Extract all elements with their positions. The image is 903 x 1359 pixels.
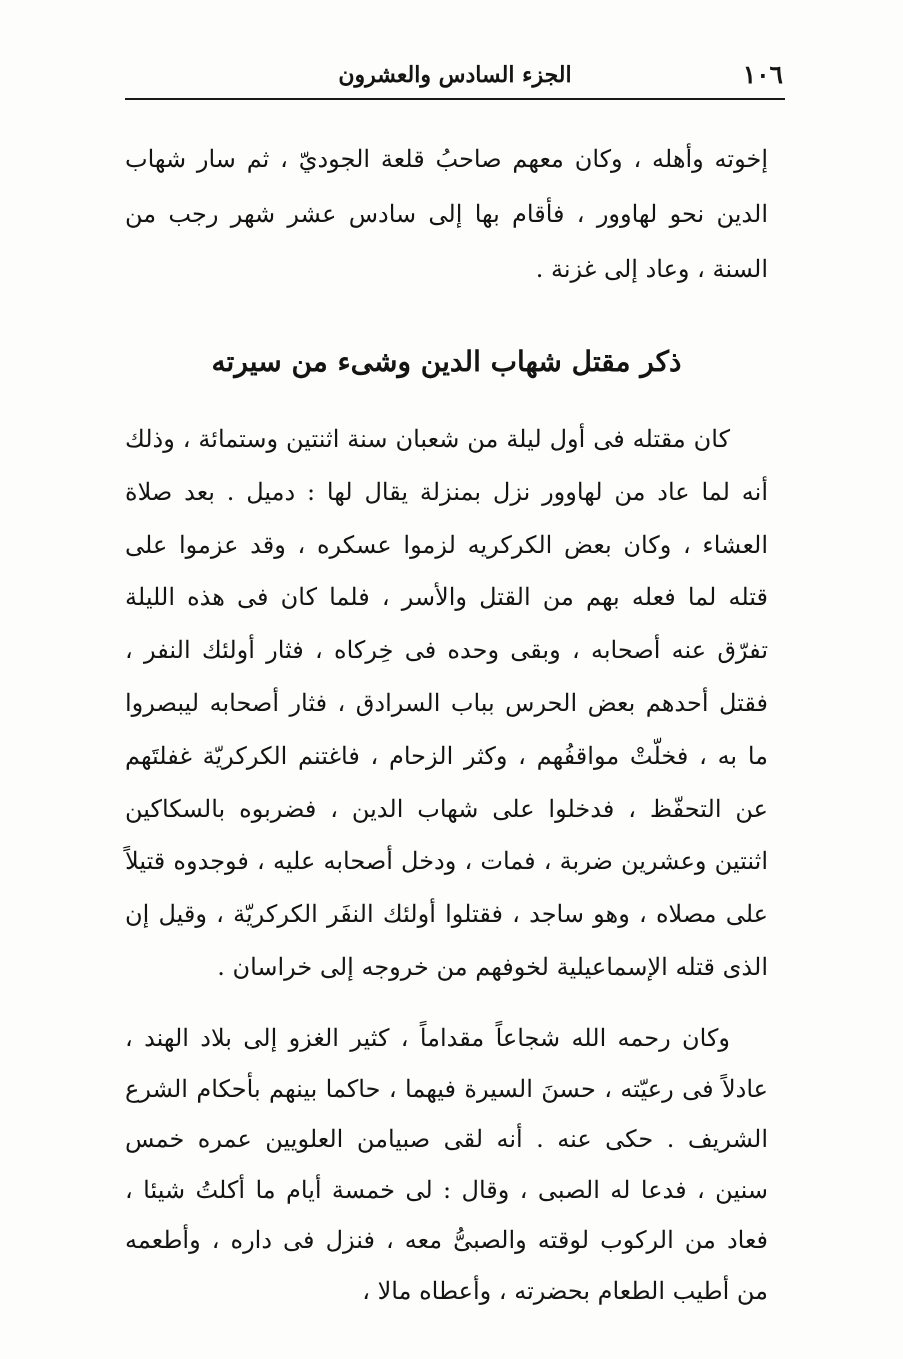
paragraph-death-account: كان مقتله فى أول ليلة من شعبان سنة اثنتين وستمائة ، وذلك أنه لما عاد من لهاوور نزل بمنزلة يقال لها : دميل . بعد صلاة العشاء ، وكان بعض الكركريه لزموا عسكره ، وقد عزموا على قتله لما فعله بهم من القتل والأسر ، فلما كان فى هذه الليلة تفرّق عنه أصحابه ، وبقى وحده فى خِركاه ، فثار أولئك النفر ، فقتل أحدهم بعض الحرس بباب السرادق ، فثار أصحابه ليبصروا ما به ، فخلّتْ مواقفُهم ، وكثر الزحام ، فاغتنم الكركريّة غفلتَهم عن التحفّظ ، فدخلوا على شهاب الدين ، فضربوه بالسكاكين اثنتين وعشرين ضربة ، فمات ، ودخل أصحابه عليه ، فوجدوه قتيلاً على مصلاه ، وهو ساجد ، فقتلوا أولئك النفَر الكركريّة ، وقيل إن الذى قتله الإسماعيلية لخوفهم من خروجه إلى خراسان . [125, 425, 769, 981]
page-number: ١٠٦ [742, 60, 783, 89]
paragraph-character: وكان رحمه الله شجاعاً مقداماً ، كثير الغزو إلى بلاد الهند ، عادلاً فى رعيّته ، حسنَ السيرة فيهما ، حاكما بينهم بأحكام الشرع الشريف . حكى عنه . أنه لقى صبيامن العلويين عمره خمس سنين ، فدعا له الصبى ، وقال : لى خمسة أيام ما أكلتُ شيئا ، فعاد من الركوب لوقته والصبىُّ معه ، فنزل فى داره ، وأطعمه من أطيب الطعام بحضرته ، وأعطاه مالا ، [125, 1024, 768, 1305]
section-heading: ذكر مقتل شهاب الدين وشىء من سيرته [211, 345, 682, 378]
running-title: الجزء السادس والعشرون [338, 62, 572, 88]
running-header [125, 58, 785, 100]
paragraph-continuation: إخوته وأهله ، وكان معهم صاحبُ قلعة الجوديّ ، ثم سار شهاب الدين نحو لهاوور ، فأقام بها إلى سادس عشر شهر رجب من السنة ، وعاد إلى غزنة . [125, 145, 768, 283]
